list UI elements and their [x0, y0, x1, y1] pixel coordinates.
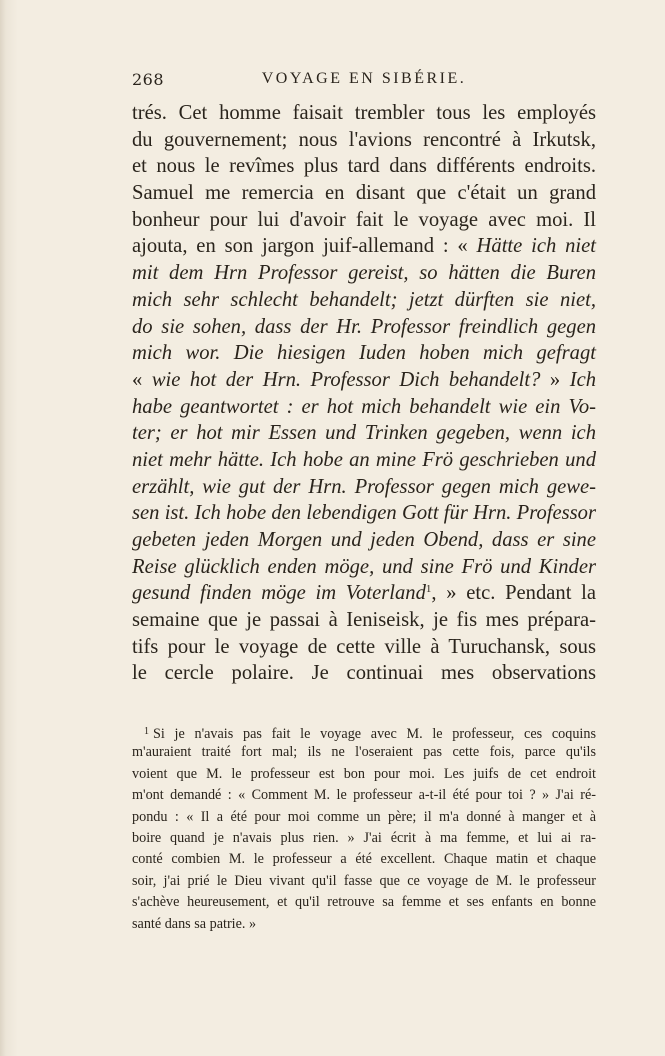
footnote-line: m'ont demandé : « Comment M. le professeur a-t-il été pour toi ? » J'ai ré- — [132, 787, 596, 804]
text-line — [132, 394, 596, 421]
footnote-block — [132, 721, 596, 935]
text-line — [132, 474, 596, 501]
footnote-line: m'auraient traité fort mal; ils ne l'oseraient pas cette fois, parce qu'ils — [132, 744, 596, 761]
main-text — [132, 100, 596, 687]
footnote-line: boire quand je n'avais plus rien. » J'ai écrit à ma femme, et lui ai ra- — [132, 829, 596, 846]
text-line — [132, 580, 596, 607]
quoted-german: mich sehr schlecht behandelt; jetzt dürften sie niet, — [132, 288, 596, 311]
text-line — [132, 447, 596, 474]
quoted-german: gebeten jeden Morgen und jeden Obend, dass er sine — [132, 529, 596, 551]
quoted-german: mich wor. Die hiesigen Iuden hoben mich gefragt — [132, 342, 596, 365]
footnote-line — [132, 721, 596, 742]
quoted-german: Hätte ich niet — [476, 235, 596, 258]
quoted-german: ter; er hot mir Essen und Trinken gegeben, wenn ich — [132, 422, 596, 445]
footnote-line: soir, j'ai prié le Dieu vivant qu'il fasse que ce voyage de M. le professeur — [132, 872, 596, 889]
text-line: Samuel me remercia en disant que c'était un grand — [132, 182, 596, 205]
footnote-line: conté combien M. le professeur a été excellent. Chaque matin et chaque — [132, 851, 596, 868]
text-line: bonheur pour lui d'avoir fait le voyage avec moi. Il — [132, 208, 596, 231]
text-segment: « — [132, 368, 152, 391]
text-line — [132, 420, 596, 447]
footnote-text: Si je n'avais pas fait le voyage avec M. le professeur, ces coquins — [153, 726, 596, 742]
text-line: semaine que je passai à Ieniseisk, je fis mes prépara- — [132, 609, 596, 632]
quoted-german: do sie sohen, dass der Hr. Professor freindlich gegen — [132, 315, 596, 338]
text-line — [132, 367, 596, 394]
quoted-german: erzählt, wie gut der Hrn. Professor gegen mich gewe- — [132, 475, 596, 498]
quoted-german: habe geantwortet : er hot mich behandelt wie ein Vo- — [132, 395, 596, 418]
page-number: 268 — [132, 70, 165, 89]
text-segment: ajouta, en son jargon juif-allemand : « — [132, 235, 477, 258]
quoted-german: gesund finden möge im Voterland — [132, 582, 426, 605]
footnote-line: pondu : « Il a été pour moi comme un père; il m'a donné à manger et à — [132, 808, 596, 825]
text-line — [132, 554, 596, 581]
text-line: du gouvernement; nous l'avions rencontré à Irkutsk, — [132, 128, 596, 151]
text-segment: » — [540, 368, 570, 391]
running-title: VOYAGE EN SIBÉRIE. — [261, 70, 467, 87]
text-line — [132, 260, 596, 287]
quoted-german: mit dem Hrn Professor gereist, so hätten die Buren — [132, 262, 596, 285]
page-header — [132, 70, 596, 94]
footnote-marker: 1 — [144, 726, 149, 737]
quoted-german: niet mehr hätte. Ich hobe an mine Frö geschrieben und — [132, 448, 596, 471]
text-line — [132, 527, 596, 554]
text-line — [132, 233, 596, 260]
quoted-german: wie hot der Hrn. Professor Dich behandelt? — [151, 368, 541, 391]
quoted-german: Reise glücklich enden möge, und sine Frö und Kinder — [132, 555, 596, 578]
footnote-line: santé dans sa patrie. » — [132, 915, 257, 932]
text-line: le cercle polaire. Je continuai mes observations — [132, 662, 596, 685]
footnote-reference[interactable]: 1 — [425, 583, 432, 596]
text-line — [132, 340, 596, 367]
text-line: tifs pour le voyage de cette ville à Turuchansk, sous — [132, 635, 596, 658]
text-segment: , » etc. Pendant la — [431, 582, 596, 605]
footnote-line: voient que M. le professeur est bon pour moi. Les juifs de cet endroit — [132, 765, 596, 782]
text-line: et nous le revîmes plus tard dans différents endroits. — [132, 155, 596, 178]
text-line — [132, 500, 596, 527]
quoted-german: sen ist. Ich hobe den lebendigen Gott für Hrn. Professor — [132, 502, 596, 525]
quoted-german: Ich — [569, 368, 597, 391]
text-line — [132, 287, 596, 314]
text-line — [132, 314, 596, 341]
footnote-line: s'achève heureusement, et qu'il retrouve sa femme et ses enfants en bonne — [132, 894, 596, 911]
text-line: trés. Cet homme faisait trembler tous les employés — [132, 102, 596, 124]
